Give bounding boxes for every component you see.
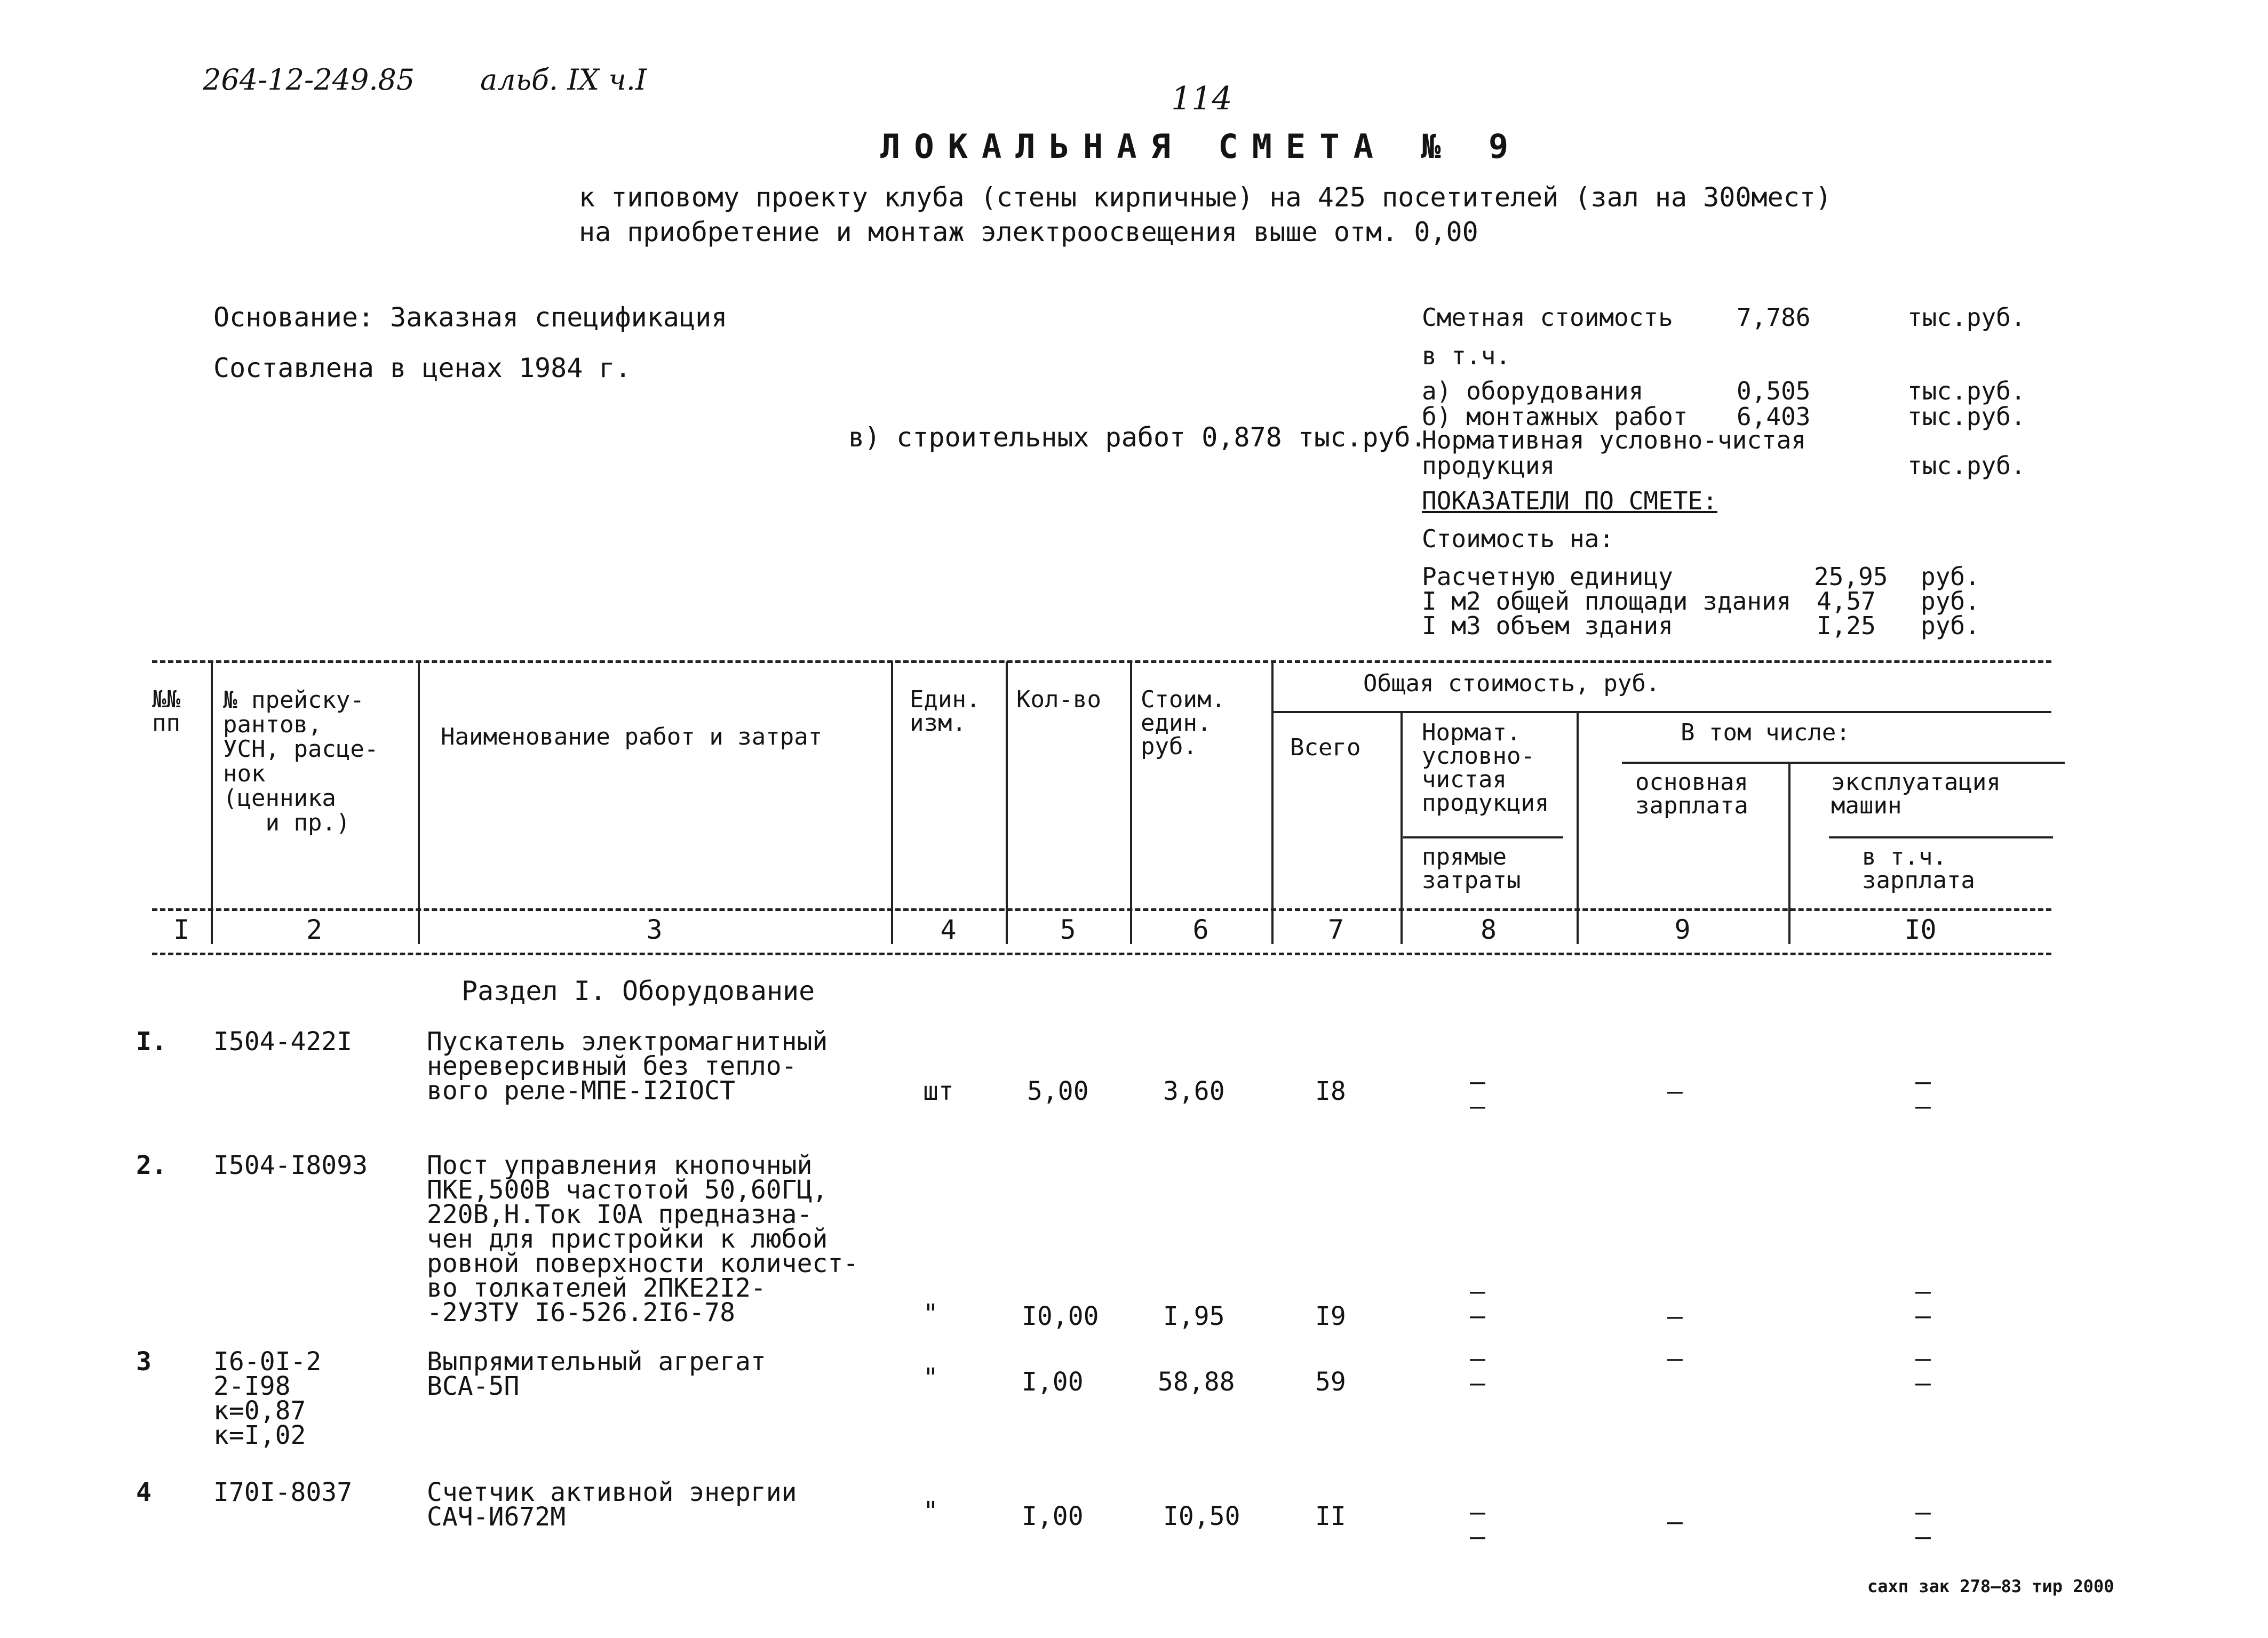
row1-qty: 5,00 <box>1027 1076 1089 1106</box>
row1-c8: – – <box>1470 1067 1485 1121</box>
row3-no: 3 <box>136 1347 152 1377</box>
colnum-1: I <box>173 914 190 945</box>
header-c7: Всего <box>1290 734 1361 761</box>
album-note: альб. IX ч.I <box>480 63 647 97</box>
row4-c10: – – <box>1915 1497 1931 1552</box>
subtitle-line-1: к типовому проекту клуба (стены кирпичные) на 425 посетителей (зал на 300мест) <box>579 182 1832 213</box>
c10-sub-rule <box>1829 836 2053 838</box>
row2-unit: " <box>923 1299 938 1329</box>
row1-code: I504-422I <box>213 1027 353 1057</box>
colnum-3: 3 <box>646 914 663 945</box>
row1-no: I. <box>136 1027 167 1057</box>
colnum-2: 2 <box>306 914 323 945</box>
row4-c8: – – <box>1470 1497 1485 1552</box>
header-c5: Кол-во <box>1016 686 1101 713</box>
row4-no: 4 <box>136 1477 152 1507</box>
normative-label-1: Нормативная условно-чистая <box>1422 426 1807 454</box>
row4-code: I70I-8037 <box>213 1477 353 1507</box>
row1-name: Пускатель электромагнитный нереверсивный без тепло- вого реле-МПЕ-I2IOCT <box>427 1027 828 1106</box>
row2-price: I,95 <box>1163 1301 1225 1331</box>
row3-c10: – – <box>1915 1344 1931 1398</box>
page-number: 114 <box>1171 80 1232 117</box>
col-divider-2 <box>418 661 420 944</box>
header-c6: Стоим. един. руб. <box>1141 686 1225 760</box>
row4-price: I0,50 <box>1163 1501 1240 1531</box>
construction-work-cost: в) строительных работ 0,878 тыс.руб. <box>848 422 1427 453</box>
estimate-cost-value: 7,786 <box>1737 303 1811 332</box>
row4-name: Счетчик активной энергии САЧ-И672М <box>427 1477 797 1532</box>
m2-cost-unit: руб. <box>1921 587 1980 616</box>
header-c10b: в т.ч. зарплата <box>1862 843 1975 894</box>
row2-c8: – – <box>1470 1276 1485 1331</box>
row1-c9: – <box>1667 1076 1683 1106</box>
row3-c8: – – <box>1470 1344 1485 1398</box>
header-total-group: Общая стоимость, руб. <box>1363 670 1660 697</box>
equipment-label: а) оборудования <box>1422 377 1644 405</box>
m3-cost-value: I,25 <box>1817 611 1876 640</box>
subtitle-line-2: на приобретение и монтаж электроосвещения выше отм. 0,00 <box>579 217 1478 247</box>
basis: Основание: Заказная спецификация <box>213 302 728 333</box>
row2-c10: – – <box>1915 1276 1931 1331</box>
row4-unit: " <box>923 1496 938 1526</box>
section-title: Раздел I. Оборудование <box>461 976 815 1006</box>
equipment-unit: тыс.руб. <box>1907 377 2026 405</box>
document-code: 264-12-249.85 <box>203 63 415 97</box>
row3-name: Выпрямительный агрегат ВСА-5П <box>427 1347 766 1401</box>
equipment-value: 0,505 <box>1737 377 1811 405</box>
unit-cost-value: 25,95 <box>1814 562 1888 591</box>
col-divider-4 <box>1006 661 1008 944</box>
colnum-4: 4 <box>940 914 957 945</box>
row3-c9: – <box>1667 1344 1683 1373</box>
m2-cost-label: I м2 общей площади здания <box>1422 587 1792 616</box>
unit-cost-label: Расчетную единицу <box>1422 562 1673 591</box>
colnum-9: 9 <box>1674 914 1691 945</box>
colnum-10: I0 <box>1904 914 1937 945</box>
row2-c9: – <box>1667 1301 1683 1331</box>
row1-total: I8 <box>1315 1076 1346 1106</box>
header-c9: основная зарплата <box>1635 769 1748 819</box>
mounting-value: 6,403 <box>1737 402 1811 431</box>
mounting-unit: тыс.руб. <box>1907 402 2026 431</box>
print-footer: сахп зак 278–83 тир 2000 <box>1867 1576 2114 1596</box>
col-divider-6 <box>1271 661 1274 944</box>
row2-qty: I0,00 <box>1022 1301 1099 1331</box>
incl-group-rule <box>1622 762 2065 764</box>
col-divider-8 <box>1577 712 1579 944</box>
row4-qty: I,00 <box>1022 1501 1084 1531</box>
header-c2: № прейску- рантов, УСН, расце- нок (ценника и пр.) <box>223 686 379 836</box>
including-label: в т.ч. <box>1422 341 1511 370</box>
row3-qty: I,00 <box>1022 1367 1084 1397</box>
row3-total: 59 <box>1315 1367 1346 1397</box>
row3-price: 58,88 <box>1158 1367 1235 1397</box>
row3-code: I6-0I-2 2-I98 к=0,87 к=I,02 <box>213 1347 322 1450</box>
page-title: ЛОКАЛЬНАЯ СМЕТА № 9 <box>880 127 1523 166</box>
header-c8: Нормат. условно- чистая продукция <box>1422 719 1549 817</box>
header-c3: Наименование работ и затрат <box>441 723 823 750</box>
col-divider-5 <box>1130 661 1132 944</box>
m2-cost-value: 4,57 <box>1817 587 1876 616</box>
row2-code: I504-I8093 <box>213 1150 368 1180</box>
header-c8b: прямые затраты <box>1422 843 1521 894</box>
colnum-7: 7 <box>1327 914 1344 945</box>
col-divider-1 <box>211 661 213 944</box>
m3-cost-label: I м3 объем здания <box>1422 611 1673 640</box>
col-divider-3 <box>891 661 893 944</box>
row2-no: 2. <box>136 1150 167 1180</box>
estimate-cost-unit: тыс.руб. <box>1907 303 2026 332</box>
colnum-8: 8 <box>1480 914 1497 945</box>
estimate-cost-label: Сметная стоимость <box>1422 303 1673 332</box>
price-level: Составлена в ценах 1984 г. <box>213 353 631 383</box>
row1-price: 3,60 <box>1163 1076 1225 1106</box>
colnum-6: 6 <box>1192 914 1209 945</box>
row4-c9: – <box>1667 1507 1683 1537</box>
header-bottom-rule <box>152 908 2051 911</box>
row2-name: Пост управления кнопочный ПКЕ,500В частотой 50,60ГЦ, 220В,Н.Ток I0А предназна- чен для пристройки к любой ровной поверхности количест- во толкателей 2ПКЕ2I2- -2У3ТУ I6-526.2I6-78 <box>427 1150 859 1328</box>
normative-label-2: продукция <box>1422 451 1555 480</box>
row3-unit: " <box>923 1363 938 1393</box>
row4-total: II <box>1315 1501 1346 1531</box>
header-c10: эксплуатация машин <box>1831 769 2001 819</box>
c8-sub-rule <box>1403 836 1563 838</box>
row1-c10: – – <box>1915 1067 1931 1121</box>
normative-unit: тыс.руб. <box>1907 451 2026 480</box>
mounting-label: б) монтажных работ <box>1422 402 1688 431</box>
indicators-heading: ПОКАЗАТЕЛИ ПО СМЕТЕ: <box>1422 486 1717 515</box>
header-c4: Един. изм. <box>910 686 981 737</box>
m3-cost-unit: руб. <box>1921 611 1980 640</box>
unit-cost-unit: руб. <box>1921 562 1980 591</box>
header-c1: №№ пп <box>152 686 180 737</box>
cost-per-label: Стоимость на: <box>1422 524 1614 553</box>
row2-total: I9 <box>1315 1301 1346 1331</box>
row1-unit: шт <box>923 1076 954 1106</box>
total-group-rule <box>1271 711 2051 713</box>
colnum-5: 5 <box>1060 914 1076 945</box>
header-incl-group: В том числе: <box>1681 719 1850 746</box>
column-numbers-rule <box>152 953 2051 955</box>
col-divider-7 <box>1400 712 1403 944</box>
table-top-rule <box>152 660 2051 663</box>
